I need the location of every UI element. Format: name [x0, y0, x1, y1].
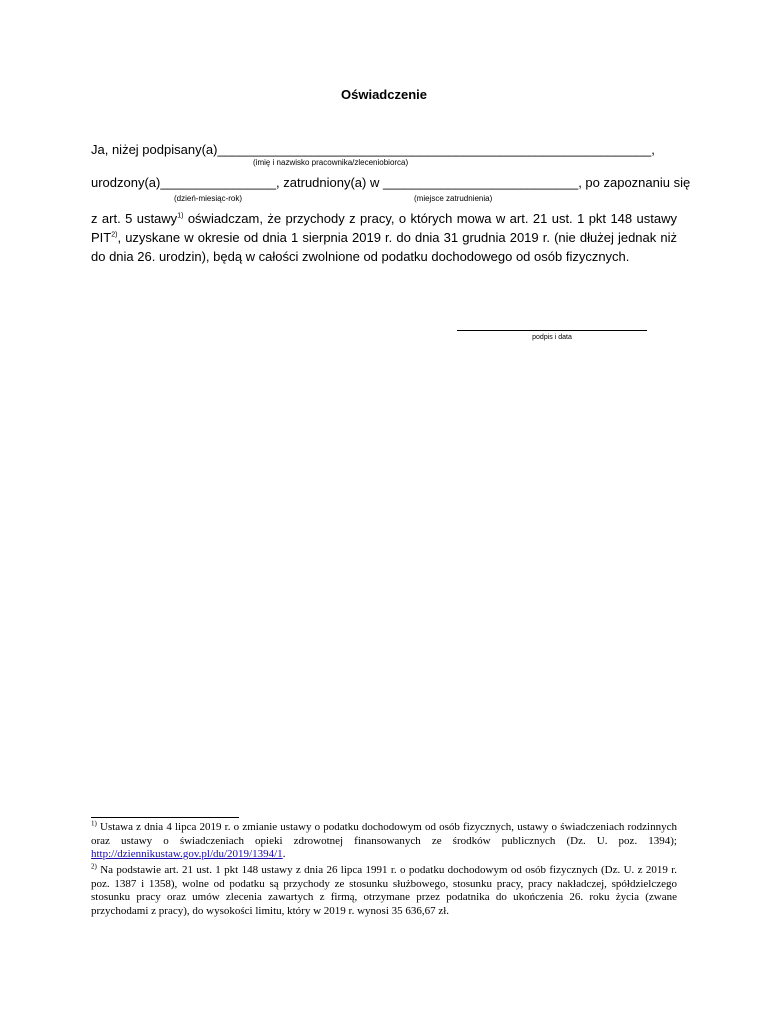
- footnote-2-mark: 2): [91, 862, 97, 871]
- footnote-1-text: Ustawa z dnia 4 lipca 2019 r. o zmianie ustawy o podatku dochodowym od osób fizycznych, ustawy o świadczeniach rodzinnych oraz ustawy o świadczeniach opieki zdrowotnej finansowanych ze środków publicznych (Dz. U. poz. 1394);: [91, 821, 677, 847]
- para-part-c: , uzyskane w okresie od dnia 1 sierpnia 2019 r. do dnia 31 grudnia 2019 r. (nie dłużej jednak niż do dnia 26. urodzin), będą w całości zwolnione od podatku dochodowego od osób fizycznych.: [91, 230, 677, 264]
- footnote-1-mark: 1): [91, 819, 97, 828]
- document-title: Oświadczenie: [341, 87, 427, 102]
- declaration-paragraph: [91, 209, 677, 266]
- date-caption: (dzień-miesiąc-rok): [174, 194, 243, 203]
- footnote-2: [91, 864, 677, 918]
- birth-employment-line: urodzony(a)________________, zatrudniony(a) w ___________________________, po zapoznaniu się: [91, 175, 691, 190]
- para-part-b: oświadczam, że przychody z pracy, o których mowa w art. 21 ust. 1 pkt 148 ustawy PIT: [91, 211, 677, 245]
- dziennik-ustaw-link[interactable]: http://dziennikustaw.gov.pl/du/2019/1394/1: [91, 848, 283, 860]
- footnote-ref-2: 2): [111, 231, 118, 239]
- signature-label: podpis i data: [532, 334, 572, 341]
- footnote-1-end: .: [282, 848, 286, 860]
- name-caption: (imię i nazwisko pracownika/zleceniobiorca): [253, 158, 409, 167]
- footnote-1: [91, 821, 677, 862]
- signature-line: [457, 330, 647, 331]
- footnote-ref-1: 1): [177, 212, 184, 220]
- declarant-name-line: Ja, niżej podpisany(a)____________________________________________________________,: [91, 142, 655, 157]
- footnote-separator: [91, 817, 239, 818]
- para-part-a: z art. 5 ustawy: [91, 211, 178, 226]
- workplace-caption: (miejsce zatrudnienia): [414, 194, 493, 203]
- footnote-2-text: Na podstawie art. 21 ust. 1 pkt 148 ustawy z dnia 26 lipca 1991 r. o podatku dochodowym od osób fizycznych (Dz. U. z 2019 r. poz. 1387 i 1358), wolne od podatku są przychody ze stosunku służbowego, stosunku pracy, pracy nakładczej, spółdzielczego stosunku pracy oraz umów zlecenia zawartych z firmą, otrzymane przez podatnika do ukończenia 26. roku życia (zwane przychodami z pracy), do wysokości limitu, który w 2019 r. wynosi 35 636,67 zł.: [91, 864, 677, 917]
